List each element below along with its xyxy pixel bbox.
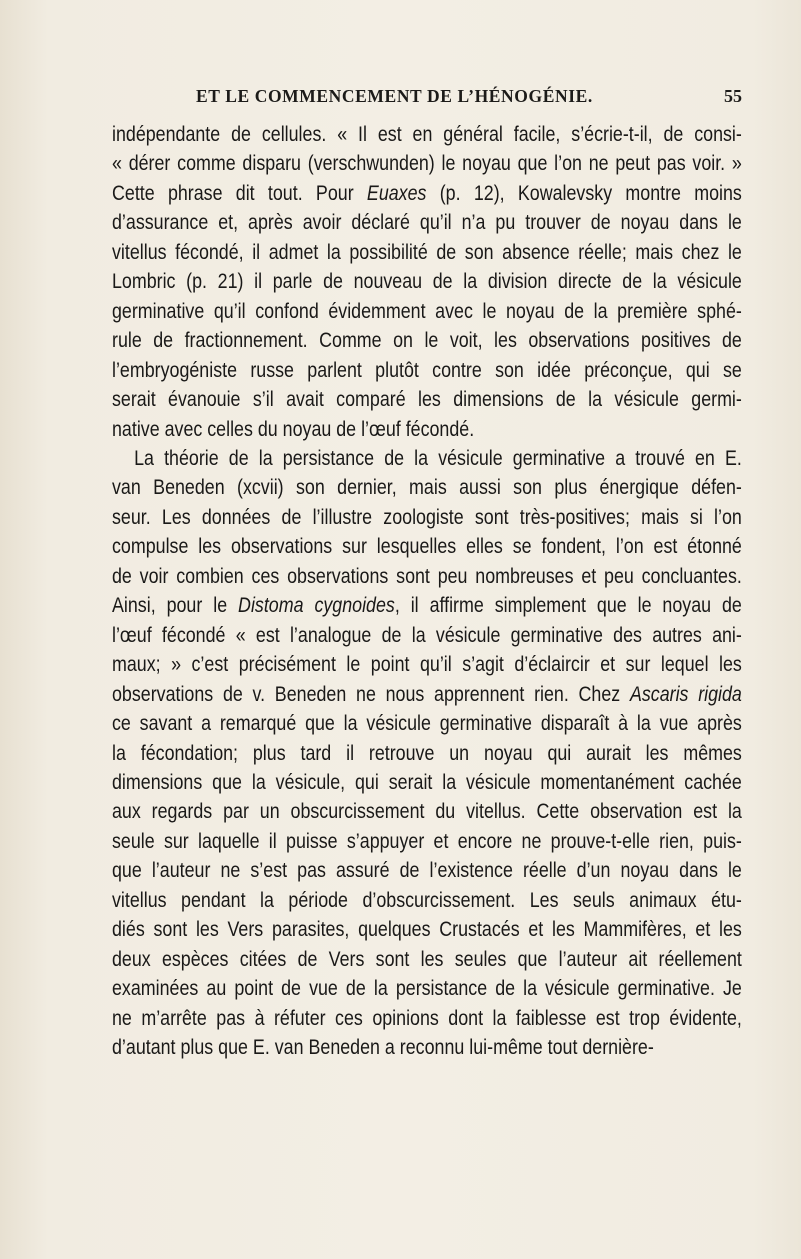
body-text (112, 120, 742, 1063)
text-segment: serait évanouie s’il avait comparé les dimensions de la vésicule germi- (112, 388, 742, 412)
text-line (112, 562, 742, 591)
text-line (112, 473, 742, 502)
text-segment: native avec celles du noyau de l’œuf fécondé. (112, 417, 475, 441)
text-line (112, 532, 742, 561)
text-line (112, 856, 742, 885)
text-segment: (p. 12), Kowalevsky montre moins (426, 181, 742, 205)
text-line (112, 267, 742, 296)
text-line (112, 709, 742, 738)
text-segment: observations de v. Beneden ne nous apprennent rien. Chez (112, 682, 630, 706)
text-line (112, 503, 742, 532)
text-segment: rule de fractionnement. Comme on le voit, les observations positives de (112, 329, 742, 353)
text-segment: ne m’arrête pas à réfuter ces opinions dont la faiblesse est trop évidente, (112, 1006, 742, 1030)
text-segment: indépendante de cellules. « Il est en général facile, s’écrie-t-il, de consi- (112, 123, 742, 146)
text-segment: Ainsi, pour le (112, 594, 239, 618)
text-segment: Lombric (p. 21) il parle de nouveau de la division directe de la vésicule (112, 270, 742, 294)
text-segment: vitellus fécondé, il admet la possibilité de son absence réelle; mais chez le (112, 240, 742, 264)
text-line (112, 974, 742, 1003)
text-segment: maux; » c’est précisément le point qu’il s’agit d’éclaircir et sur lequel les (112, 653, 742, 677)
text-line (112, 768, 742, 797)
text-segment: La théorie de la persistance de la vésicule germinative a trouvé en E. (134, 446, 742, 470)
text-segment: Cette phrase dit tout. Pour (112, 181, 367, 205)
text-line (112, 1004, 742, 1033)
text-segment: dimensions que la vésicule, qui serait la vésicule momentanément cachée (112, 770, 742, 794)
text-line (112, 739, 742, 768)
text-segment: examinées au point de vue de la persistance de la vésicule germinative. Je (112, 977, 742, 1001)
text-segment: d’autant plus que E. van Beneden a reconnu lui-même tout dernière- (112, 1036, 654, 1060)
text-segment: van Beneden (xcvii) son dernier, mais aussi son plus énergique défen- (112, 476, 742, 500)
text-segment: seur. Les données de l’illustre zoologiste sont très-positives; mais si l’on (112, 505, 742, 529)
text-segment: la fécondation; plus tard il retrouve un noyau qui aurait les mêmes (112, 741, 742, 765)
text-line (112, 591, 742, 620)
text-segment: , il affirme simplement que le noyau de (394, 594, 742, 618)
italic-term: Ascaris rigida (629, 682, 742, 706)
text-line (112, 621, 742, 650)
italic-term: Distoma cygnoides (238, 594, 395, 618)
text-segment: vitellus pendant la période d’obscurcissement. Les seuls animaux étu- (112, 888, 742, 912)
text-segment: l’œuf fécondé « est l’analogue de la vésicule germinative des autres ani- (112, 623, 742, 647)
text-segment: d’assurance et, après avoir déclaré qu’il n’a pu trouver de noyau dans le (112, 211, 742, 235)
text-segment: l’embryogéniste russe parlent plutôt contre son idée préconçue, qui se (112, 358, 742, 382)
text-line (112, 1033, 742, 1062)
italic-term: Euaxes (366, 181, 427, 205)
text-segment: de voir combien ces observations sont peu nombreuses et peu concluantes. (112, 564, 742, 588)
text-line (112, 238, 742, 267)
text-line (112, 120, 742, 149)
text-segment: seule sur laquelle il puisse s’appuyer et encore ne prouve-t-elle rien, puis- (112, 829, 742, 853)
text-segment: germinative qu’il confond évidemment avec le noyau de la première sphé- (112, 299, 742, 323)
text-segment: ce savant a remarqué que la vésicule germinative disparaît à la vue après (112, 712, 742, 736)
text-segment: diés sont les Vers parasites, quelques Crustacés et les Mammifères, et les (112, 918, 742, 942)
text-line (112, 385, 742, 414)
text-line (112, 827, 742, 856)
text-line (112, 149, 742, 178)
text-line (112, 179, 742, 208)
text-line (112, 297, 742, 326)
text-segment: aux regards par un obscurcissement du vitellus. Cette observation est la (112, 800, 742, 824)
text-line (112, 415, 742, 444)
page-header (112, 86, 742, 110)
text-line (112, 915, 742, 944)
text-segment: compulse les observations sur lesquelles elles se fondent, l’on est étonné (112, 535, 742, 559)
text-line (112, 326, 742, 355)
text-line (112, 650, 742, 679)
text-line (112, 797, 742, 826)
text-segment: que l’auteur ne s’est pas assuré de l’existence réelle d’un noyau dans le (112, 859, 742, 883)
page-number: 55 (724, 86, 742, 106)
text-line (112, 208, 742, 237)
text-line (112, 356, 742, 385)
text-line (112, 945, 742, 974)
text-line (112, 680, 742, 709)
running-head: ET LE COMMENCEMENT DE L’HÉNOGÉNIE. (196, 86, 593, 106)
text-line (112, 886, 742, 915)
text-line (112, 444, 742, 473)
text-segment: « dérer comme disparu (verschwunden) le noyau que l’on ne peut pas voir. » (112, 152, 742, 176)
text-segment: deux espèces citées de Vers sont les seules que l’auteur ait réellement (112, 947, 742, 971)
